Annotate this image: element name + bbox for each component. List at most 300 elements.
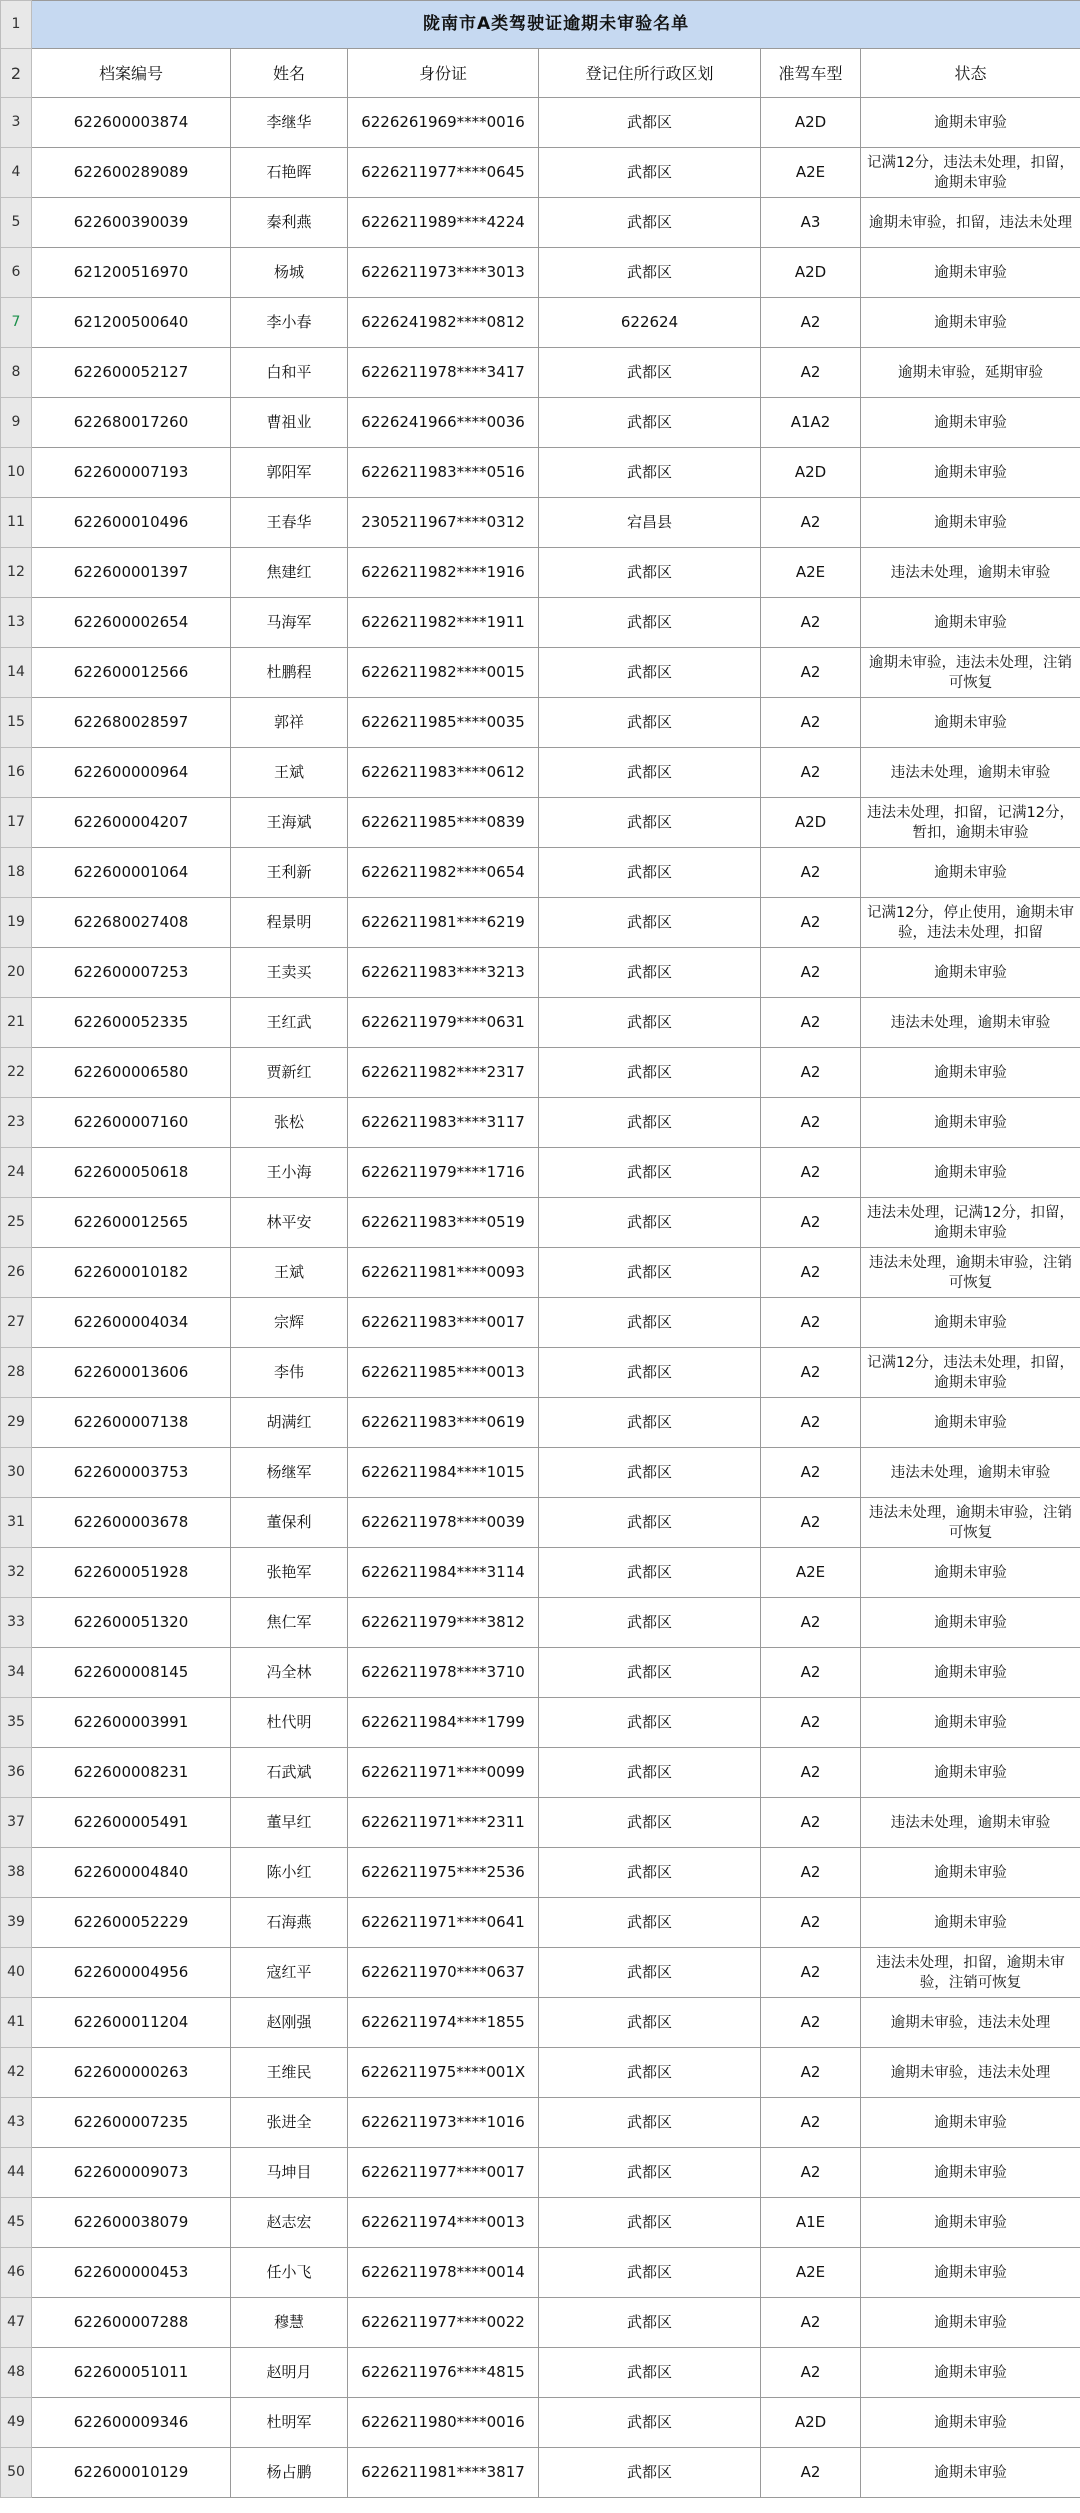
cell-vehicle-class[interactable]: A2 — [761, 1198, 861, 1248]
cell-status[interactable]: 记满12分，违法未处理，扣留，逾期未审验 — [861, 1348, 1080, 1398]
header-status[interactable]: 状态 — [861, 49, 1080, 98]
cell-file-number[interactable]: 622600007288 — [32, 2298, 231, 2348]
cell-status[interactable]: 违法未处理，逾期未审验 — [861, 748, 1080, 798]
row-header[interactable]: 25 — [1, 1198, 32, 1248]
row-header[interactable]: 37 — [1, 1798, 32, 1848]
cell-vehicle-class[interactable]: A2E — [761, 148, 861, 198]
cell-name[interactable]: 李伟 — [231, 1348, 348, 1398]
cell-name[interactable]: 寇红平 — [231, 1948, 348, 1998]
cell-file-number[interactable]: 622600012566 — [32, 648, 231, 698]
cell-district[interactable]: 武都区 — [539, 398, 761, 448]
row-header[interactable]: 32 — [1, 1548, 32, 1598]
cell-id-card[interactable]: 6226211977****0645 — [348, 148, 539, 198]
cell-vehicle-class[interactable]: A2D — [761, 248, 861, 298]
cell-name[interactable]: 石武斌 — [231, 1748, 348, 1798]
cell-id-card[interactable]: 6226211978****3417 — [348, 348, 539, 398]
cell-id-card[interactable]: 6226211983****3117 — [348, 1098, 539, 1148]
row-header[interactable]: 21 — [1, 998, 32, 1048]
cell-id-card[interactable]: 6226211981****3817 — [348, 2448, 539, 2498]
cell-status[interactable]: 逾期未审验 — [861, 2298, 1080, 2348]
cell-status[interactable]: 逾期未审验 — [861, 1598, 1080, 1648]
cell-id-card[interactable]: 6226211975****001X — [348, 2048, 539, 2098]
cell-file-number[interactable]: 622600003991 — [32, 1698, 231, 1748]
cell-district[interactable]: 武都区 — [539, 1648, 761, 1698]
cell-name[interactable]: 陈小红 — [231, 1848, 348, 1898]
cell-status[interactable]: 逾期未审验 — [861, 498, 1080, 548]
cell-id-card[interactable]: 6226211983****0519 — [348, 1198, 539, 1248]
cell-vehicle-class[interactable]: A2E — [761, 548, 861, 598]
row-header[interactable]: 39 — [1, 1898, 32, 1948]
cell-id-card[interactable]: 6226211982****1916 — [348, 548, 539, 598]
cell-name[interactable]: 王斌 — [231, 748, 348, 798]
header-name[interactable]: 姓名 — [231, 49, 348, 98]
cell-vehicle-class[interactable]: A2 — [761, 1948, 861, 1998]
cell-id-card[interactable]: 6226211978****0039 — [348, 1498, 539, 1548]
cell-district[interactable]: 武都区 — [539, 1148, 761, 1198]
cell-district[interactable]: 武都区 — [539, 748, 761, 798]
cell-file-number[interactable]: 622600004956 — [32, 1948, 231, 1998]
cell-id-card[interactable]: 6226211973****1016 — [348, 2098, 539, 2148]
cell-district[interactable]: 武都区 — [539, 1498, 761, 1548]
cell-file-number[interactable]: 622600002654 — [32, 598, 231, 648]
cell-name[interactable]: 赵明月 — [231, 2348, 348, 2398]
cell-status[interactable]: 逾期未审验 — [861, 298, 1080, 348]
cell-district[interactable]: 武都区 — [539, 1248, 761, 1298]
cell-name[interactable]: 石艳晖 — [231, 148, 348, 198]
cell-status[interactable]: 逾期未审验，违法未处理，注销可恢复 — [861, 648, 1080, 698]
row-header[interactable]: 18 — [1, 848, 32, 898]
cell-status[interactable]: 逾期未审验 — [861, 1848, 1080, 1898]
cell-id-card[interactable]: 6226211985****0013 — [348, 1348, 539, 1398]
cell-vehicle-class[interactable]: A2 — [761, 1448, 861, 1498]
cell-name[interactable]: 王海斌 — [231, 798, 348, 848]
cell-name[interactable]: 杨城 — [231, 248, 348, 298]
cell-name[interactable]: 李小春 — [231, 298, 348, 348]
cell-status[interactable]: 违法未处理，逾期未审验，注销可恢复 — [861, 1498, 1080, 1548]
cell-name[interactable]: 石海燕 — [231, 1898, 348, 1948]
row-header[interactable]: 38 — [1, 1848, 32, 1898]
cell-name[interactable]: 马海军 — [231, 598, 348, 648]
cell-status[interactable]: 逾期未审验 — [861, 2248, 1080, 2298]
cell-district[interactable]: 武都区 — [539, 548, 761, 598]
cell-status[interactable]: 逾期未审验 — [861, 2148, 1080, 2198]
cell-vehicle-class[interactable]: A2 — [761, 848, 861, 898]
row-header[interactable]: 28 — [1, 1348, 32, 1398]
cell-file-number[interactable]: 622600001397 — [32, 548, 231, 598]
cell-district[interactable]: 武都区 — [539, 2148, 761, 2198]
cell-vehicle-class[interactable]: A2 — [761, 1148, 861, 1198]
cell-district[interactable]: 622624 — [539, 298, 761, 348]
cell-vehicle-class[interactable]: A2 — [761, 1748, 861, 1798]
row-header[interactable]: 16 — [1, 748, 32, 798]
cell-status[interactable]: 逾期未审验 — [861, 948, 1080, 998]
cell-id-card[interactable]: 6226211985****0035 — [348, 698, 539, 748]
cell-file-number[interactable]: 622600005491 — [32, 1798, 231, 1848]
cell-name[interactable]: 赵刚强 — [231, 1998, 348, 2048]
cell-name[interactable]: 穆慧 — [231, 2298, 348, 2348]
cell-name[interactable]: 董早红 — [231, 1798, 348, 1848]
row-header[interactable]: 12 — [1, 548, 32, 598]
cell-id-card[interactable]: 6226211977****0017 — [348, 2148, 539, 2198]
cell-id-card[interactable]: 6226211989****4224 — [348, 198, 539, 248]
cell-name[interactable]: 任小飞 — [231, 2248, 348, 2298]
cell-file-number[interactable]: 622600004034 — [32, 1298, 231, 1348]
cell-file-number[interactable]: 622600008231 — [32, 1748, 231, 1798]
cell-name[interactable]: 张进全 — [231, 2098, 348, 2148]
row-header[interactable]: 20 — [1, 948, 32, 998]
cell-vehicle-class[interactable]: A2 — [761, 1898, 861, 1948]
header-file-number[interactable]: 档案编号 — [32, 49, 231, 98]
cell-name[interactable]: 焦仁军 — [231, 1598, 348, 1648]
cell-file-number[interactable]: 622600000964 — [32, 748, 231, 798]
cell-file-number[interactable]: 622600000453 — [32, 2248, 231, 2298]
cell-vehicle-class[interactable]: A2 — [761, 1248, 861, 1298]
cell-district[interactable]: 武都区 — [539, 1798, 761, 1848]
cell-status[interactable]: 违法未处理，逾期未审验 — [861, 998, 1080, 1048]
cell-status[interactable]: 违法未处理，逾期未审验 — [861, 548, 1080, 598]
cell-vehicle-class[interactable]: A2E — [761, 1548, 861, 1598]
row-header[interactable]: 44 — [1, 2148, 32, 2198]
cell-name[interactable]: 张艳军 — [231, 1548, 348, 1598]
cell-status[interactable]: 逾期未审验 — [861, 248, 1080, 298]
cell-id-card[interactable]: 6226211983****0612 — [348, 748, 539, 798]
cell-district[interactable]: 武都区 — [539, 448, 761, 498]
row-header[interactable]: 6 — [1, 248, 32, 298]
row-header[interactable]: 15 — [1, 698, 32, 748]
cell-id-card[interactable]: 6226211971****2311 — [348, 1798, 539, 1848]
row-header[interactable]: 1 — [1, 1, 32, 49]
cell-file-number[interactable]: 622600009346 — [32, 2398, 231, 2448]
row-header[interactable]: 33 — [1, 1598, 32, 1648]
cell-vehicle-class[interactable]: A2 — [761, 698, 861, 748]
cell-vehicle-class[interactable]: A2D — [761, 448, 861, 498]
cell-name[interactable]: 杜明军 — [231, 2398, 348, 2448]
cell-district[interactable]: 武都区 — [539, 698, 761, 748]
row-header[interactable]: 31 — [1, 1498, 32, 1548]
cell-name[interactable]: 马坤目 — [231, 2148, 348, 2198]
cell-vehicle-class[interactable]: A2D — [761, 798, 861, 848]
cell-status[interactable]: 违法未处理，扣留，记满12分，暂扣，逾期未审验 — [861, 798, 1080, 848]
cell-status[interactable]: 逾期未审验 — [861, 2448, 1080, 2498]
cell-vehicle-class[interactable]: A2 — [761, 1498, 861, 1548]
row-header[interactable]: 36 — [1, 1748, 32, 1798]
cell-name[interactable]: 赵志宏 — [231, 2198, 348, 2248]
cell-id-card[interactable]: 6226211984****1799 — [348, 1698, 539, 1748]
cell-district[interactable]: 武都区 — [539, 1698, 761, 1748]
cell-file-number[interactable]: 622600013606 — [32, 1348, 231, 1398]
cell-id-card[interactable]: 6226261969****0016 — [348, 98, 539, 148]
cell-district[interactable]: 武都区 — [539, 198, 761, 248]
cell-name[interactable]: 林平安 — [231, 1198, 348, 1248]
cell-vehicle-class[interactable]: A2 — [761, 348, 861, 398]
cell-district[interactable]: 宕昌县 — [539, 498, 761, 548]
cell-id-card[interactable]: 6226211974****0013 — [348, 2198, 539, 2248]
cell-status[interactable]: 违法未处理，逾期未审验 — [861, 1798, 1080, 1848]
cell-vehicle-class[interactable]: A2 — [761, 1798, 861, 1848]
row-header[interactable]: 48 — [1, 2348, 32, 2398]
row-header[interactable]: 19 — [1, 898, 32, 948]
cell-file-number[interactable]: 622600052229 — [32, 1898, 231, 1948]
cell-vehicle-class[interactable]: A2 — [761, 1298, 861, 1348]
cell-district[interactable]: 武都区 — [539, 1998, 761, 2048]
cell-file-number[interactable]: 622600009073 — [32, 2148, 231, 2198]
cell-vehicle-class[interactable]: A2 — [761, 1848, 861, 1898]
cell-district[interactable]: 武都区 — [539, 648, 761, 698]
cell-id-card[interactable]: 6226211979****0631 — [348, 998, 539, 1048]
cell-district[interactable]: 武都区 — [539, 1848, 761, 1898]
cell-status[interactable]: 逾期未审验 — [861, 1298, 1080, 1348]
row-header[interactable]: 34 — [1, 1648, 32, 1698]
cell-status[interactable]: 逾期未审验 — [861, 1048, 1080, 1098]
cell-status[interactable]: 违法未处理，记满12分，扣留，逾期未审验 — [861, 1198, 1080, 1248]
cell-vehicle-class[interactable]: A2D — [761, 2398, 861, 2448]
row-header[interactable]: 27 — [1, 1298, 32, 1348]
cell-status[interactable]: 违法未处理，逾期未审验 — [861, 1448, 1080, 1498]
cell-vehicle-class[interactable]: A2 — [761, 1048, 861, 1098]
cell-vehicle-class[interactable]: A1E — [761, 2198, 861, 2248]
cell-district[interactable]: 武都区 — [539, 1898, 761, 1948]
cell-status[interactable]: 逾期未审验，违法未处理 — [861, 2048, 1080, 2098]
cell-name[interactable]: 胡满红 — [231, 1398, 348, 1448]
cell-id-card[interactable]: 6226241966****0036 — [348, 398, 539, 448]
cell-file-number[interactable]: 622600051320 — [32, 1598, 231, 1648]
row-header[interactable]: 11 — [1, 498, 32, 548]
cell-id-card[interactable]: 6226211977****0022 — [348, 2298, 539, 2348]
cell-vehicle-class[interactable]: A2 — [761, 2448, 861, 2498]
row-header[interactable]: 8 — [1, 348, 32, 398]
cell-status[interactable]: 逾期未审验 — [861, 448, 1080, 498]
cell-district[interactable]: 武都区 — [539, 148, 761, 198]
cell-id-card[interactable]: 6226211978****3710 — [348, 1648, 539, 1698]
sheet-title[interactable]: 陇南市A类驾驶证逾期未审验名单 — [32, 1, 1080, 49]
cell-district[interactable]: 武都区 — [539, 2398, 761, 2448]
row-header[interactable]: 49 — [1, 2398, 32, 2448]
cell-district[interactable]: 武都区 — [539, 1948, 761, 1998]
cell-name[interactable]: 郭阳军 — [231, 448, 348, 498]
cell-id-card[interactable]: 6226211971****0641 — [348, 1898, 539, 1948]
cell-vehicle-class[interactable]: A2D — [761, 98, 861, 148]
cell-status[interactable]: 逾期未审验 — [861, 698, 1080, 748]
cell-id-card[interactable]: 2305211967****0312 — [348, 498, 539, 548]
row-header[interactable]: 30 — [1, 1448, 32, 1498]
row-header[interactable]: 14 — [1, 648, 32, 698]
cell-file-number[interactable]: 622600003678 — [32, 1498, 231, 1548]
cell-vehicle-class[interactable]: A2 — [761, 2098, 861, 2148]
row-header[interactable]: 26 — [1, 1248, 32, 1298]
header-district[interactable]: 登记住所行政区划 — [539, 49, 761, 98]
cell-district[interactable]: 武都区 — [539, 1548, 761, 1598]
cell-vehicle-class[interactable]: A2 — [761, 298, 861, 348]
cell-id-card[interactable]: 6226241982****0812 — [348, 298, 539, 348]
cell-district[interactable]: 武都区 — [539, 1348, 761, 1398]
cell-status[interactable]: 逾期未审验，扣留，违法未处理 — [861, 198, 1080, 248]
row-header[interactable]: 41 — [1, 1998, 32, 2048]
row-header[interactable]: 3 — [1, 98, 32, 148]
cell-name[interactable]: 张松 — [231, 1098, 348, 1148]
cell-name[interactable]: 王小海 — [231, 1148, 348, 1198]
cell-file-number[interactable]: 622600000263 — [32, 2048, 231, 2098]
cell-status[interactable]: 逾期未审验 — [861, 1648, 1080, 1698]
cell-id-card[interactable]: 6226211985****0839 — [348, 798, 539, 848]
cell-district[interactable]: 武都区 — [539, 898, 761, 948]
cell-file-number[interactable]: 622600010182 — [32, 1248, 231, 1298]
cell-status[interactable]: 逾期未审验 — [861, 1698, 1080, 1748]
cell-name[interactable]: 程景明 — [231, 898, 348, 948]
row-header[interactable]: 47 — [1, 2298, 32, 2348]
row-header[interactable]: 24 — [1, 1148, 32, 1198]
cell-id-card[interactable]: 6226211979****1716 — [348, 1148, 539, 1198]
cell-vehicle-class[interactable]: A2 — [761, 1998, 861, 2048]
cell-file-number[interactable]: 622600004207 — [32, 798, 231, 848]
cell-district[interactable]: 武都区 — [539, 2098, 761, 2148]
cell-status[interactable]: 逾期未审验 — [861, 1898, 1080, 1948]
cell-vehicle-class[interactable]: A2 — [761, 598, 861, 648]
cell-status[interactable]: 记满12分，停止使用，逾期未审验，违法未处理，扣留 — [861, 898, 1080, 948]
row-header[interactable]: 5 — [1, 198, 32, 248]
cell-vehicle-class[interactable]: A2 — [761, 2298, 861, 2348]
cell-district[interactable]: 武都区 — [539, 2448, 761, 2498]
cell-vehicle-class[interactable]: A2 — [761, 2148, 861, 2198]
cell-file-number[interactable]: 622600004840 — [32, 1848, 231, 1898]
cell-district[interactable]: 武都区 — [539, 248, 761, 298]
cell-file-number[interactable]: 622600007138 — [32, 1398, 231, 1448]
header-vehicle-class[interactable]: 准驾车型 — [761, 49, 861, 98]
cell-vehicle-class[interactable]: A2 — [761, 898, 861, 948]
row-header[interactable]: 2 — [1, 49, 32, 98]
cell-name[interactable]: 宗辉 — [231, 1298, 348, 1348]
cell-vehicle-class[interactable]: A2E — [761, 2248, 861, 2298]
cell-status[interactable]: 违法未处理，扣留，逾期未审验，注销可恢复 — [861, 1948, 1080, 1998]
cell-id-card[interactable]: 6226211974****1855 — [348, 1998, 539, 2048]
cell-id-card[interactable]: 6226211979****3812 — [348, 1598, 539, 1648]
cell-file-number[interactable]: 622600007253 — [32, 948, 231, 998]
cell-id-card[interactable]: 6226211970****0637 — [348, 1948, 539, 1998]
cell-file-number[interactable]: 622600052127 — [32, 348, 231, 398]
cell-district[interactable]: 武都区 — [539, 798, 761, 848]
row-header[interactable]: 42 — [1, 2048, 32, 2098]
cell-file-number[interactable]: 622600007160 — [32, 1098, 231, 1148]
cell-id-card[interactable]: 6226211983****0017 — [348, 1298, 539, 1348]
cell-id-card[interactable]: 6226211984****1015 — [348, 1448, 539, 1498]
row-header[interactable]: 50 — [1, 2448, 32, 2498]
cell-name[interactable]: 杜代明 — [231, 1698, 348, 1748]
cell-id-card[interactable]: 6226211975****2536 — [348, 1848, 539, 1898]
cell-file-number[interactable]: 622600051011 — [32, 2348, 231, 2398]
cell-district[interactable]: 武都区 — [539, 598, 761, 648]
cell-name[interactable]: 杜鹏程 — [231, 648, 348, 698]
cell-file-number[interactable]: 622600289089 — [32, 148, 231, 198]
cell-status[interactable]: 逾期未审验 — [861, 2098, 1080, 2148]
cell-name[interactable]: 王红武 — [231, 998, 348, 1048]
cell-name[interactable]: 秦利燕 — [231, 198, 348, 248]
cell-status[interactable]: 逾期未审验，违法未处理 — [861, 1998, 1080, 2048]
cell-file-number[interactable]: 622600001064 — [32, 848, 231, 898]
cell-id-card[interactable]: 6226211981****6219 — [348, 898, 539, 948]
row-header[interactable]: 46 — [1, 2248, 32, 2298]
row-header[interactable]: 7 — [1, 298, 32, 348]
cell-status[interactable]: 逾期未审验 — [861, 848, 1080, 898]
cell-file-number[interactable]: 622600007193 — [32, 448, 231, 498]
header-id-card[interactable]: 身份证 — [348, 49, 539, 98]
row-header[interactable]: 43 — [1, 2098, 32, 2148]
cell-status[interactable]: 逾期未审验 — [861, 1748, 1080, 1798]
cell-name[interactable]: 杨占鹏 — [231, 2448, 348, 2498]
cell-file-number[interactable]: 622600006580 — [32, 1048, 231, 1098]
cell-id-card[interactable]: 6226211982****2317 — [348, 1048, 539, 1098]
cell-status[interactable]: 逾期未审验 — [861, 598, 1080, 648]
cell-name[interactable]: 王斌 — [231, 1248, 348, 1298]
row-header[interactable]: 10 — [1, 448, 32, 498]
cell-vehicle-class[interactable]: A3 — [761, 198, 861, 248]
cell-id-card[interactable]: 6226211980****0016 — [348, 2398, 539, 2448]
cell-status[interactable]: 逾期未审验，延期审验 — [861, 348, 1080, 398]
cell-file-number[interactable]: 622600010496 — [32, 498, 231, 548]
cell-id-card[interactable]: 6226211978****0014 — [348, 2248, 539, 2298]
cell-file-number[interactable]: 622600050618 — [32, 1148, 231, 1198]
cell-name[interactable]: 王利新 — [231, 848, 348, 898]
cell-id-card[interactable]: 6226211971****0099 — [348, 1748, 539, 1798]
cell-name[interactable]: 冯全林 — [231, 1648, 348, 1698]
cell-file-number[interactable]: 622600003753 — [32, 1448, 231, 1498]
cell-name[interactable]: 白和平 — [231, 348, 348, 398]
cell-district[interactable]: 武都区 — [539, 2248, 761, 2298]
cell-status[interactable]: 违法未处理，逾期未审验，注销可恢复 — [861, 1248, 1080, 1298]
cell-status[interactable]: 逾期未审验 — [861, 1098, 1080, 1148]
cell-name[interactable]: 董保利 — [231, 1498, 348, 1548]
cell-id-card[interactable]: 6226211983****0516 — [348, 448, 539, 498]
cell-vehicle-class[interactable]: A2 — [761, 998, 861, 1048]
cell-file-number[interactable]: 622680027408 — [32, 898, 231, 948]
cell-id-card[interactable]: 6226211983****0619 — [348, 1398, 539, 1448]
cell-status[interactable]: 逾期未审验 — [861, 1398, 1080, 1448]
cell-district[interactable]: 武都区 — [539, 998, 761, 1048]
cell-vehicle-class[interactable]: A2 — [761, 748, 861, 798]
cell-vehicle-class[interactable]: A2 — [761, 1648, 861, 1698]
cell-status[interactable]: 逾期未审验 — [861, 1148, 1080, 1198]
cell-file-number[interactable]: 622600008145 — [32, 1648, 231, 1698]
cell-district[interactable]: 武都区 — [539, 2348, 761, 2398]
row-header[interactable]: 9 — [1, 398, 32, 448]
cell-name[interactable]: 李继华 — [231, 98, 348, 148]
cell-status[interactable]: 逾期未审验 — [861, 2198, 1080, 2248]
cell-district[interactable]: 武都区 — [539, 1448, 761, 1498]
row-header[interactable]: 23 — [1, 1098, 32, 1148]
cell-id-card[interactable]: 6226211982****0654 — [348, 848, 539, 898]
cell-status[interactable]: 记满12分，违法未处理，扣留，逾期未审验 — [861, 148, 1080, 198]
cell-file-number[interactable]: 622600007235 — [32, 2098, 231, 2148]
cell-vehicle-class[interactable]: A2 — [761, 1348, 861, 1398]
cell-name[interactable]: 王春华 — [231, 498, 348, 548]
cell-name[interactable]: 曹祖业 — [231, 398, 348, 448]
cell-file-number[interactable]: 622680017260 — [32, 398, 231, 448]
cell-district[interactable]: 武都区 — [539, 1298, 761, 1348]
cell-vehicle-class[interactable]: A2 — [761, 2048, 861, 2098]
cell-district[interactable]: 武都区 — [539, 1098, 761, 1148]
cell-vehicle-class[interactable]: A2 — [761, 1398, 861, 1448]
cell-district[interactable]: 武都区 — [539, 848, 761, 898]
cell-district[interactable]: 武都区 — [539, 1398, 761, 1448]
cell-district[interactable]: 武都区 — [539, 1748, 761, 1798]
cell-id-card[interactable]: 6226211973****3013 — [348, 248, 539, 298]
cell-district[interactable]: 武都区 — [539, 1198, 761, 1248]
row-header[interactable]: 29 — [1, 1398, 32, 1448]
cell-id-card[interactable]: 6226211982****0015 — [348, 648, 539, 698]
cell-name[interactable]: 贾新红 — [231, 1048, 348, 1098]
cell-name[interactable]: 郭祥 — [231, 698, 348, 748]
cell-name[interactable]: 杨继军 — [231, 1448, 348, 1498]
cell-file-number[interactable]: 622680028597 — [32, 698, 231, 748]
cell-file-number[interactable]: 621200500640 — [32, 298, 231, 348]
